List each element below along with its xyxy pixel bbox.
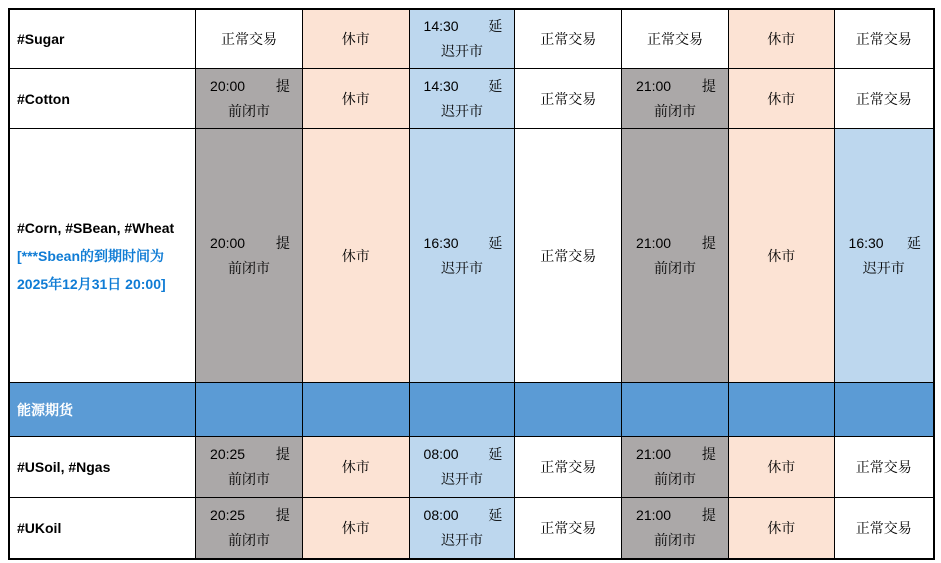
schedule-cell: 21:00 提 前闭市: [622, 437, 729, 498]
schedule-cell: 正常交易: [196, 9, 303, 69]
section-empty-cell: [196, 383, 303, 437]
section-empty-cell: [834, 383, 934, 437]
section-title: 能源期货: [17, 401, 73, 418]
schedule-cell: 14:30 延 迟开市: [409, 69, 515, 129]
section-empty-cell: [515, 383, 622, 437]
row-label-cell: [9, 69, 196, 129]
schedule-time: 20:00: [210, 77, 246, 94]
schedule-cell: 正常交易: [515, 498, 622, 560]
schedule-time: 21:00: [636, 507, 672, 523]
section-empty-cell: [409, 383, 515, 437]
schedule-time: 08:00: [423, 446, 459, 462]
schedule-cell: 休市: [728, 69, 834, 129]
schedule-cell: 20:00 提 前闭市: [196, 69, 303, 129]
instrument-label: #Corn, #SBean, #Wheat: [17, 219, 175, 236]
schedule-time: 14:30: [423, 18, 459, 34]
schedule-time: 08:00: [423, 507, 459, 523]
table-row: [9, 9, 934, 69]
schedule-time: 16:30: [848, 234, 884, 251]
table-row: [9, 129, 934, 383]
row-label-cell: [9, 498, 196, 560]
schedule-cell: 休市: [728, 498, 834, 560]
schedule-cell: 休市: [728, 129, 834, 383]
schedule-cell: 正常交易: [834, 9, 934, 69]
row-label-cell: [9, 129, 196, 383]
schedule-cell: 正常交易: [834, 437, 934, 498]
schedule-time: 20:25: [210, 507, 246, 523]
schedule-time: 21:00: [636, 77, 672, 94]
schedule-time: 20:00: [210, 234, 246, 251]
row-label-cell: [9, 9, 196, 69]
section-empty-cell: [302, 383, 409, 437]
schedule-cell: 休市: [302, 69, 409, 129]
instrument-label: #Cotton: [17, 90, 70, 107]
schedule-cell: 休市: [302, 498, 409, 560]
instrument-label: #UKoil: [17, 520, 62, 536]
schedule-cell: 休市: [302, 437, 409, 498]
schedule-cell: 20:25 提 前闭市: [196, 498, 303, 560]
table-row: [9, 437, 934, 498]
schedule-cell: 14:30 延 迟开市: [409, 9, 515, 69]
schedule-cell: 21:00 提 前闭市: [622, 69, 729, 129]
schedule-cell: 正常交易: [515, 129, 622, 383]
schedule-cell: 休市: [302, 129, 409, 383]
table-row: [9, 69, 934, 129]
schedule-cell: 正常交易: [834, 498, 934, 560]
schedule-time: 16:30: [423, 234, 459, 251]
schedule-cell: 休市: [728, 9, 834, 69]
section-label-cell: [9, 383, 196, 437]
schedule-cell: 休市: [728, 437, 834, 498]
section-empty-cell: [728, 383, 834, 437]
schedule-time: 21:00: [636, 234, 672, 251]
schedule-cell: 08:00 延 迟开市: [409, 437, 515, 498]
schedule-cell: 正常交易: [515, 69, 622, 129]
table-body: [9, 9, 934, 559]
schedule-time: 14:30: [423, 77, 459, 94]
schedule-cell: 20:25 提 前闭市: [196, 437, 303, 498]
section-empty-cell: [622, 383, 729, 437]
schedule-cell: 08:00 延 迟开市: [409, 498, 515, 560]
schedule-cell: 休市: [302, 9, 409, 69]
schedule-cell: 16:30 延 迟开市: [409, 129, 515, 383]
expiry-note: [***Sbean的到期时间为2025年12月31日 20:00]: [17, 247, 166, 292]
schedule-time: 20:25: [210, 446, 246, 462]
trading-schedule-table: [8, 8, 935, 560]
schedule-cell: 21:00 提 前闭市: [622, 498, 729, 560]
schedule-cell: 21:00 提 前闭市: [622, 129, 729, 383]
section-header-row: [9, 383, 934, 437]
schedule-cell: 正常交易: [515, 9, 622, 69]
table-row: [9, 498, 934, 560]
schedule-cell: 20:00 提 前闭市: [196, 129, 303, 383]
instrument-label: #Sugar: [17, 31, 65, 47]
row-label-cell: [9, 437, 196, 498]
schedule-cell: 正常交易: [834, 69, 934, 129]
schedule-cell: 正常交易: [515, 437, 622, 498]
schedule-time: 21:00: [636, 446, 672, 462]
schedule-cell: 16:30 延 迟开市: [834, 129, 934, 383]
schedule-cell: 正常交易: [622, 9, 729, 69]
instrument-label: #USoil, #Ngas: [17, 459, 111, 475]
